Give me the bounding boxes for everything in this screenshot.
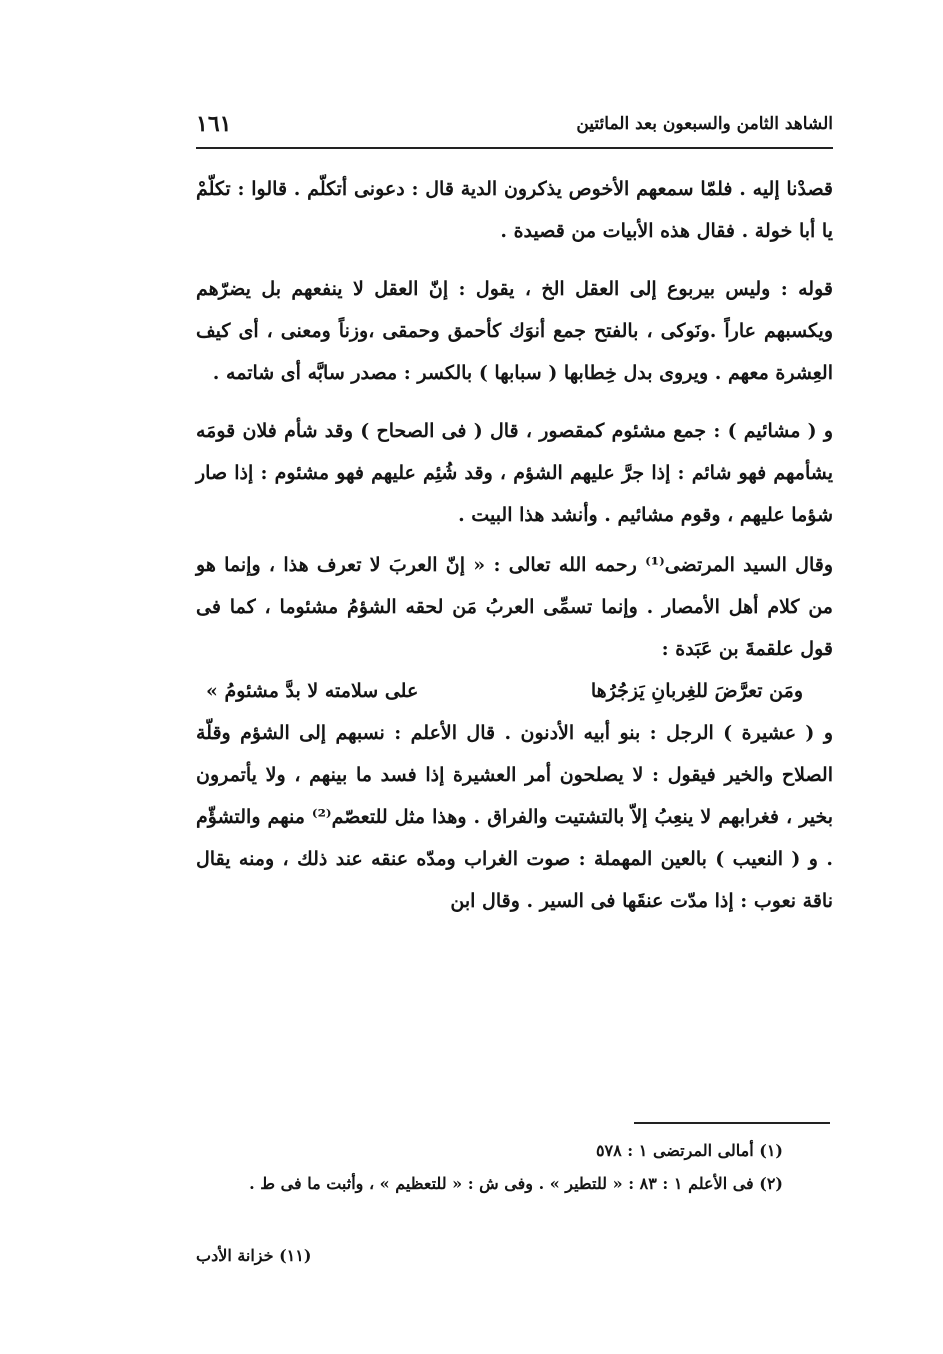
signature-mark: (١١) خزانة الأدب [196,1246,312,1265]
paragraph-1: قصدْنا إليه . فلمّا سمعهم الأخوص يذكرون الدية قال : دعونى أتكلّم . قالوا : تكلّمْ يا أبا خولة . فقال هذه الأبيات من قصيدة . [196,178,833,242]
header-rule [196,147,833,149]
page-number: ١٦١ [196,111,232,137]
verse-hemistich-1: ومَن تعرَّضَ للغِربانِ يَزجُرُها [590,680,803,702]
verse-line [196,670,833,712]
verse-hemistich-2: على سلامته لا بدَّ مشئومُ » [206,680,419,702]
running-title: الشاهد الثامن والسبعون بعد المائتين [576,114,833,134]
paragraph-3: و ( مشائيم ) : جمع مشئوم كمقصور ، قال ( فى الصحاح ) وقد شأم فلان قومَه يشأمهم فهو شائم : إذا جرَّ عليهم الشؤم ، وقد شُئِم عليهم فهو مشئوم : إذا صار شؤما عليهم ، وقوم مشائيم . وأنشد هذا البيت . [196,420,833,526]
paragraph-2: قوله : وليس بيربوع إلى العقل الخ ، يقول : إنّ العقل لا ينفعهم بل يضرّهم ويكسبهم عاراً .ونَوكى ، بالفتح جمع أنوَك كأحمق وحمقى ،وزناً ومعنى ، أى كيف العِشرة معهم . ويروى بدل خِطابها ( سبابها ) بالكسر : مصدر سابَّه أى شاتمه . [196,278,833,384]
footnotes [196,1134,833,1200]
footnote-2: (٢) فى الأعلم ١ : ٨٣ : « للتطير » . وفى ش : « للتعظيم » ، وأثبت ما فى ط . [249,1174,783,1193]
paragraph-4: وقال السيد المرتضى⁽¹⁾ رحمه الله تعالى : « إنّ العربَ لا تعرف هذا ، وإنما هو من كلام أهل الأمصار . وإنما تسمِّى العربُ مَن لحقه الشؤمُ مشئوما ، كما فى قول علقمةَ بن عَبَدة : [196,554,833,660]
footnote-rule [634,1122,830,1124]
page-header [196,104,833,144]
main-text [196,168,833,922]
paragraph-5: و ( عشيرة ) الرجل : بنو أبيه الأدنون . قال الأعلم : نسبهم إلى الشؤم وقلّة الصلاح والخير فيقول : لا يصلحون أمر العشيرة إذا فسد ما بينهم ، ولا يأتمرون بخير ، فغرابهم لا ينعِبُ إلاّ بالتشتيت والفراق . وهذا مثل للتعصّم⁽²⁾ منهم والتشؤّم . و ( النعيب ) بالعين المهملة : صوت الغراب ومدّه عنقه عند ذلك ، ومنه يقال ناقة نعوب : إذا مدّت عنقَها فى السير . وقال ابن [196,722,833,912]
footnote-1: (١) أمالى المرتضى ١ : ٥٧٨ [595,1141,783,1160]
